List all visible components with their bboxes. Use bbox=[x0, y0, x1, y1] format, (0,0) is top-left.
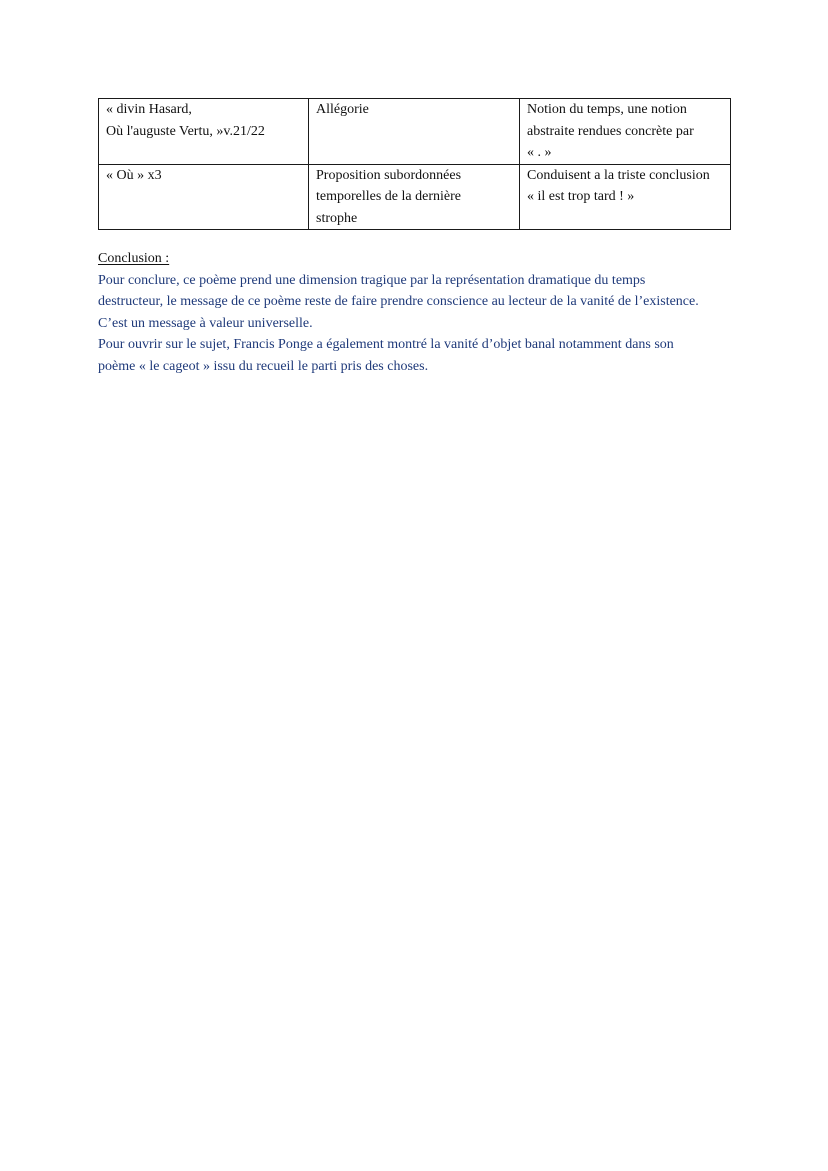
paragraph-line: Pour conclure, ce poème prend une dimension tragique par la représentation dramatique du temps bbox=[98, 272, 646, 288]
cell-text: Allégorie bbox=[316, 102, 369, 117]
conclusion-section bbox=[98, 248, 738, 377]
cell-text: Où l'auguste Vertu, »v.21/22 bbox=[106, 123, 265, 139]
cell-text: temporelles de la dernière bbox=[316, 189, 461, 204]
cell-text: Notion du temps, une notion bbox=[527, 102, 687, 117]
table-cell-interpretation bbox=[520, 99, 731, 165]
cell-text: Proposition subordonnées bbox=[316, 167, 462, 183]
table-cell-device bbox=[309, 99, 520, 165]
paragraph-line: poème « le cageot » issu du recueil le parti pris des choses. bbox=[98, 358, 429, 374]
cell-text: « . » bbox=[527, 145, 552, 160]
cell-text: abstraite rendues concrète par bbox=[527, 123, 694, 139]
table-cell-interpretation bbox=[520, 164, 731, 230]
paragraph-line: C’est un message à valeur universelle. bbox=[98, 315, 313, 331]
analysis-table bbox=[98, 98, 731, 230]
cell-text: « Où » x3 bbox=[106, 167, 162, 183]
conclusion-paragraph bbox=[98, 270, 738, 378]
cell-text: « divin Hasard, bbox=[106, 102, 192, 117]
paragraph-line: Pour ouvrir sur le sujet, Francis Ponge a également montré la vanité d’objet banal notamment dans son bbox=[98, 337, 674, 352]
table-cell-quote bbox=[99, 164, 309, 230]
cell-text: « il est trop tard ! » bbox=[527, 189, 635, 204]
table-cell-device bbox=[309, 164, 520, 230]
conclusion-heading: Conclusion : bbox=[98, 251, 170, 266]
table-row bbox=[99, 164, 731, 230]
paragraph-line: destructeur, le message de ce poème reste de faire prendre conscience au lecteur de la vanité de l’existence. bbox=[98, 294, 699, 309]
table-cell-quote bbox=[99, 99, 309, 165]
table-row bbox=[99, 99, 731, 165]
cell-text: strophe bbox=[316, 210, 358, 226]
cell-text: Conduisent a la triste conclusion bbox=[527, 167, 710, 183]
